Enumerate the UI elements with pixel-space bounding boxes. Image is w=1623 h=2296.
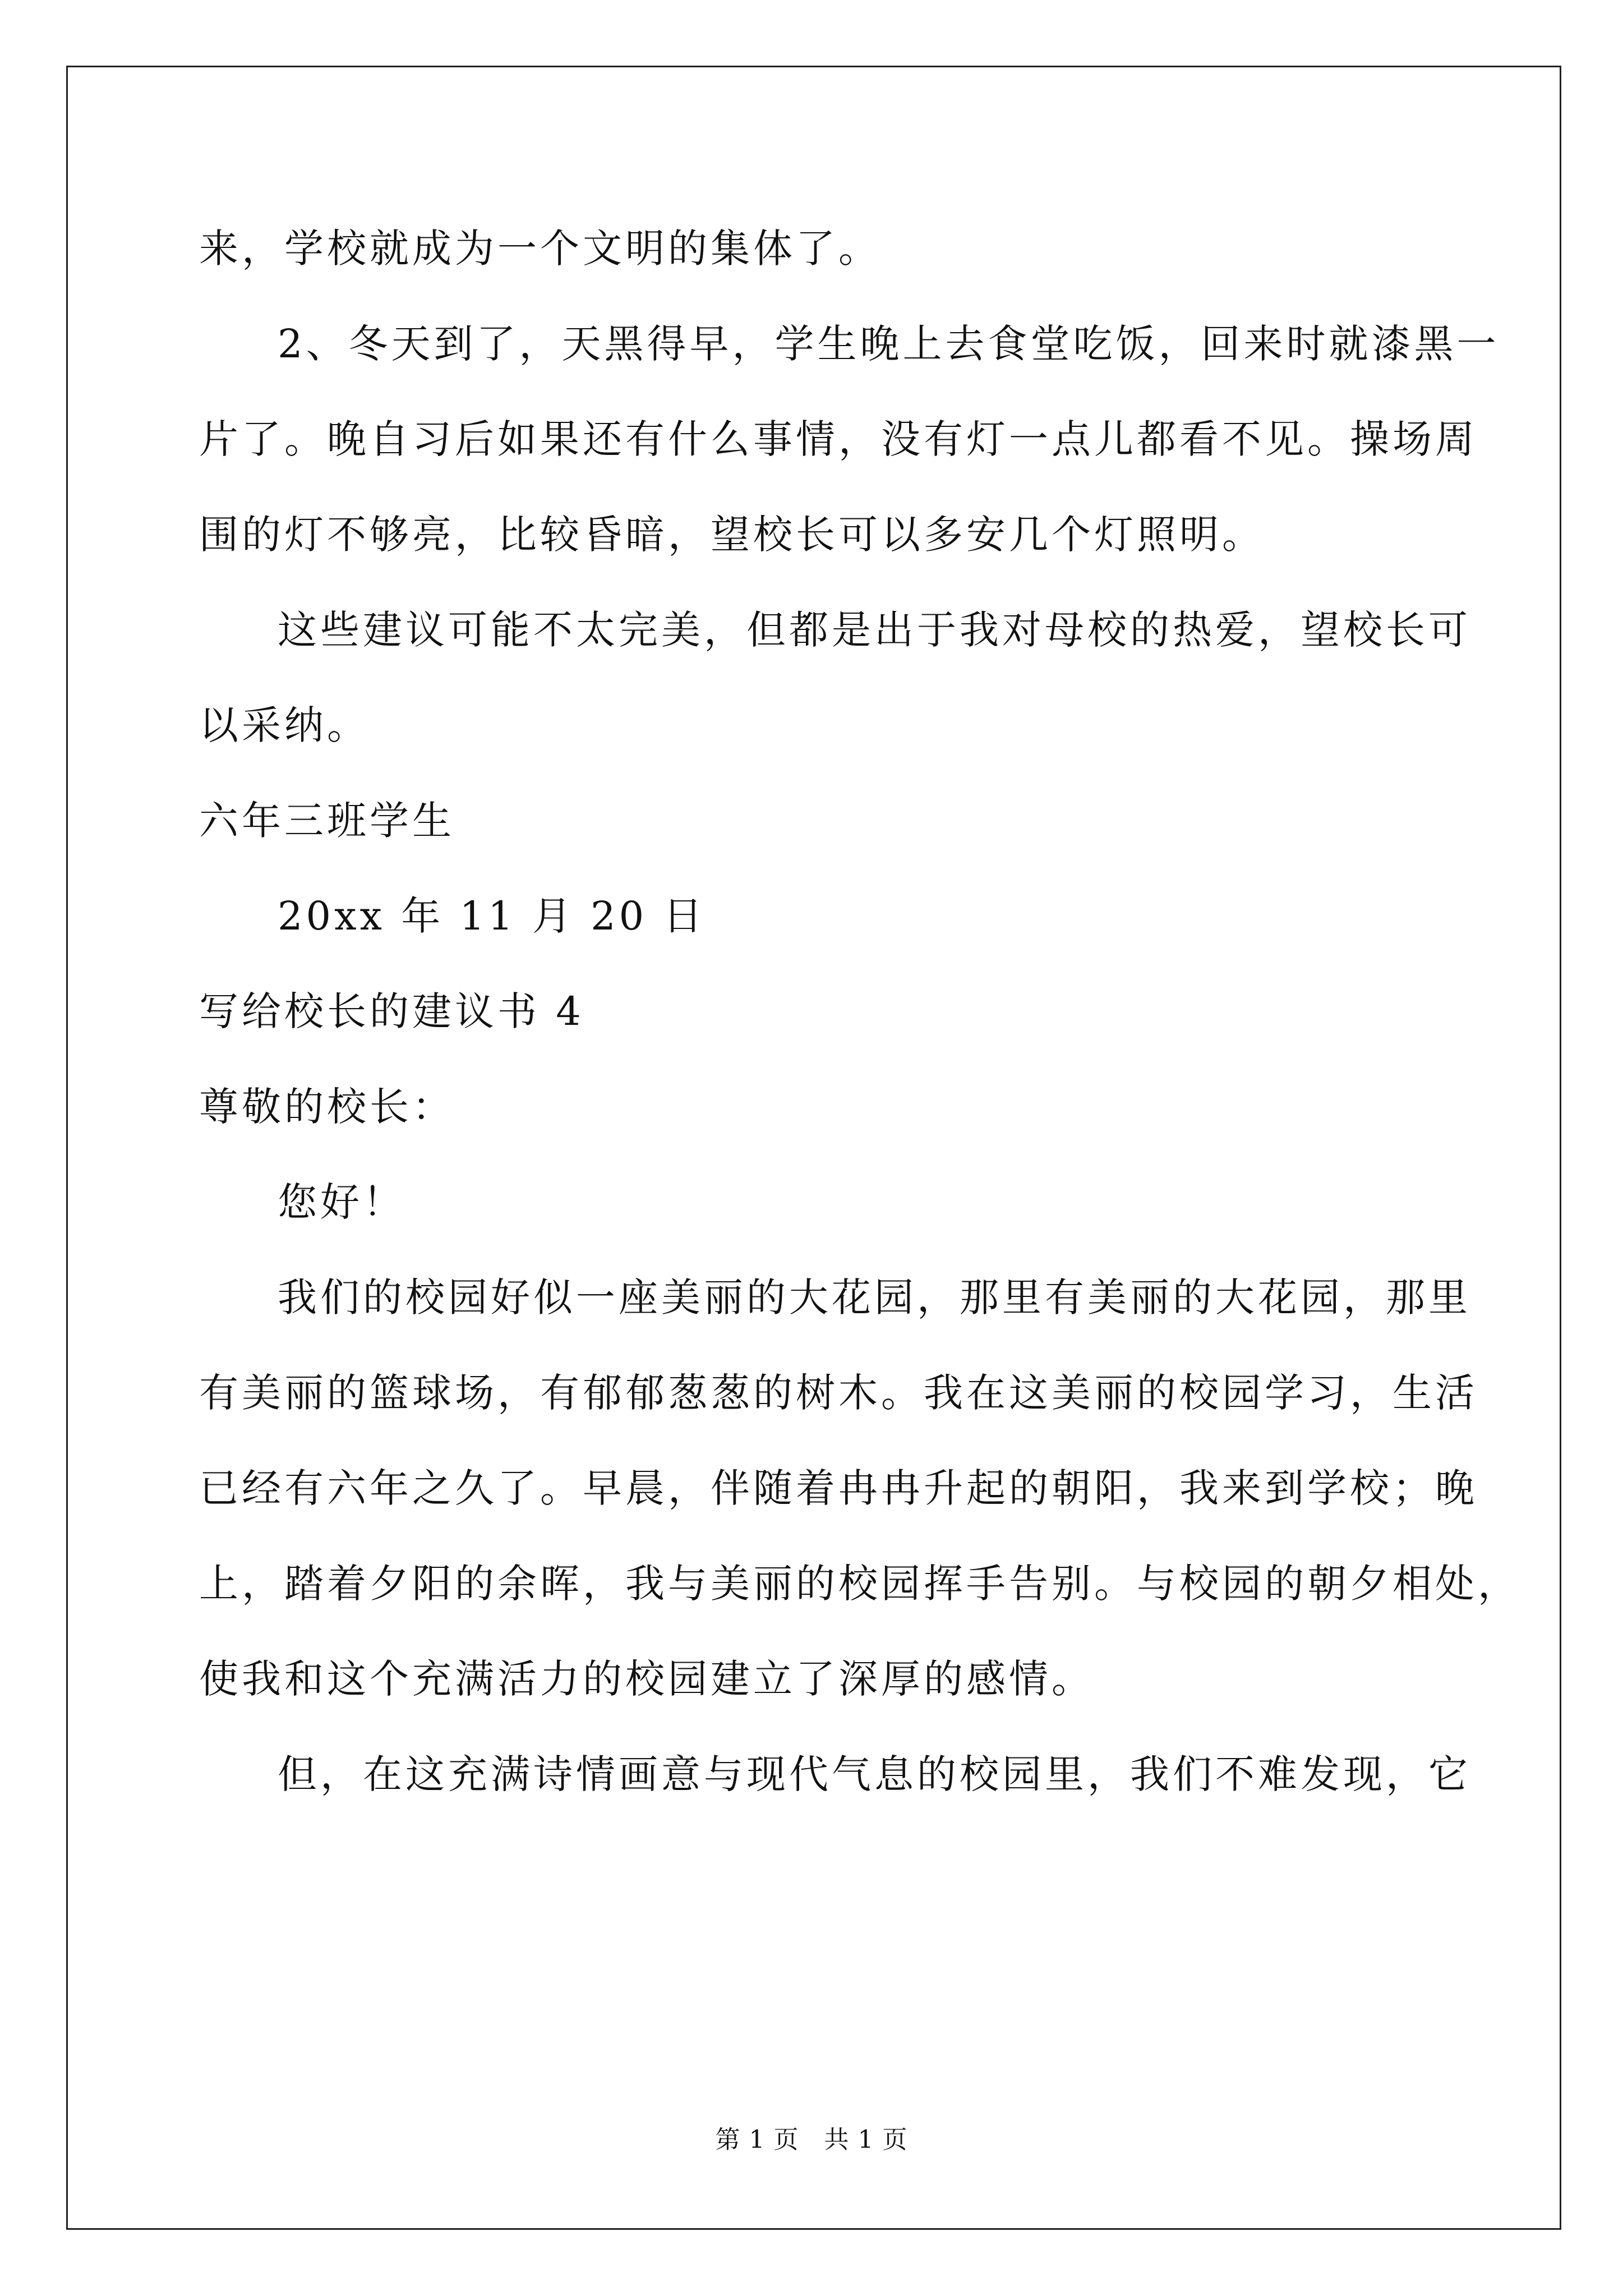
paragraph-line: 有美丽的篮球场，有郁郁葱葱的树木。我在这美丽的校园学习，生活	[199, 1370, 1478, 1416]
signature-line: 六年三班学生	[199, 798, 455, 844]
paragraph-line: 我们的校园好似一座美丽的大花园，那里有美丽的大花园，那里	[278, 1274, 1471, 1320]
greeting: 您好！	[278, 1179, 405, 1225]
date-line: 20xx 年 11 月 20 日	[278, 893, 706, 939]
paragraph-line: 但，在这充满诗情画意与现代气息的校园里，我们不难发现，它	[278, 1751, 1471, 1797]
paragraph-line: 使我和这个充满活力的校园建立了深厚的感情。	[199, 1656, 1094, 1702]
section-title: 写给校长的建议书 4	[199, 988, 584, 1034]
paragraph-line: 这些建议可能不太完美，但都是出于我对母校的热爱，望校长可	[278, 607, 1471, 653]
page-footer: 第 1 页 共 1 页	[715, 2125, 908, 2154]
paragraph-line: 围的灯不够亮，比较昏暗，望校长可以多安几个灯照明。	[199, 512, 1265, 558]
paragraph-line: 以采纳。	[199, 702, 370, 748]
paragraph-line: 已经有六年之久了。早晨，伴随着冉冉升起的朝阳，我来到学校；晚	[199, 1465, 1478, 1511]
paragraph-line: 片了。晚自习后如果还有什么事情，没有灯一点儿都看不见。操场周	[199, 416, 1478, 462]
salutation: 尊敬的校长：	[199, 1084, 455, 1130]
paragraph-line: 来，学校就成为一个文明的集体了。	[199, 226, 881, 272]
paragraph-line: 上，踏着夕阳的余晖，我与美丽的校园挥手告别。与校园的朝夕相处，	[199, 1561, 1520, 1607]
paragraph-line: 2、冬天到了，天黑得早，学生晚上去食堂吃饭，回来时就漆黑一	[278, 321, 1500, 367]
page-border	[66, 66, 1561, 2230]
